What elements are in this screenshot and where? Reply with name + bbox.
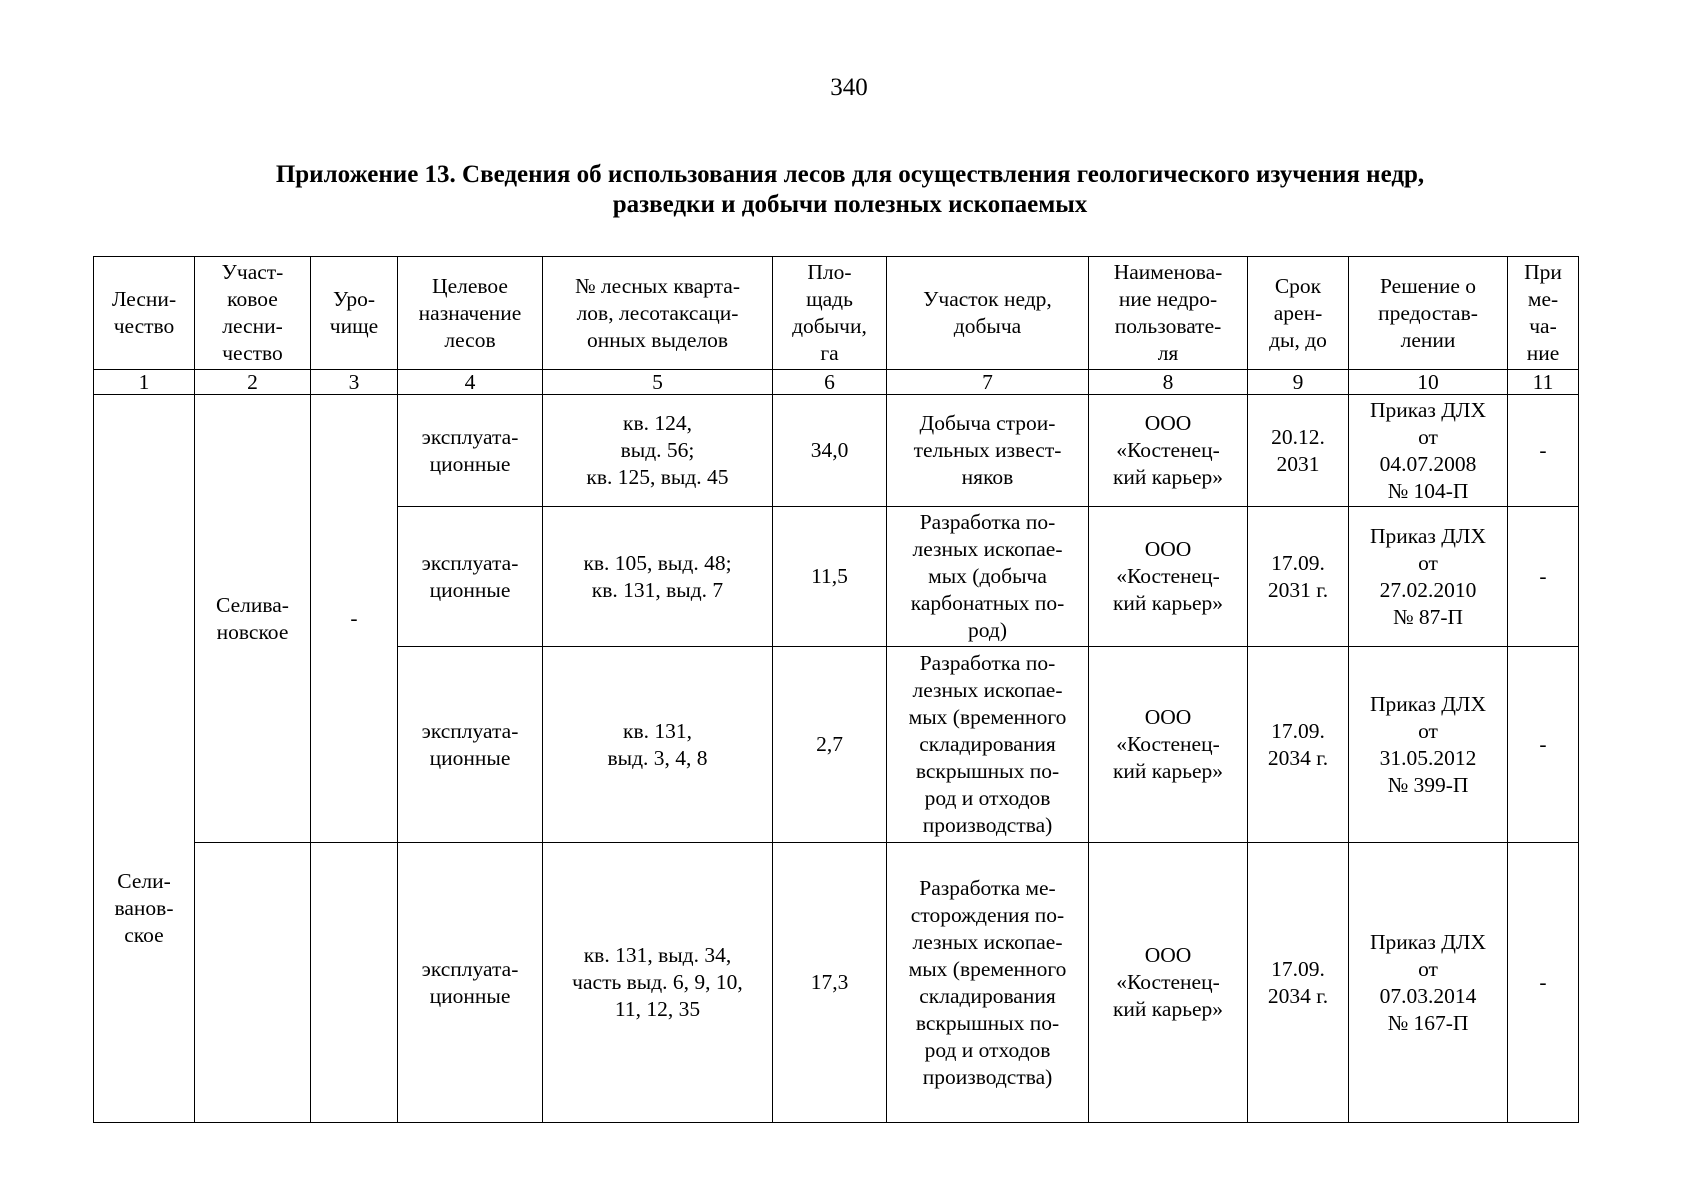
cell-line: Сели- [117,869,171,893]
cell-line: Целевое [432,273,508,298]
cell-line: Разработка по- [919,651,1056,675]
subsoil-user-cell [1089,507,1248,647]
header-cell [543,257,773,370]
note-cell: - [1508,647,1579,843]
cell-line: 17.09. [1271,718,1325,743]
header-cell [311,257,398,370]
cell-line: лесни- [222,314,283,338]
cell-line: ООО [1144,537,1192,561]
forestry-cell [94,395,195,1123]
cell-line: 27.02.2010 [1379,577,1477,602]
column-number: 3 [311,370,398,395]
cell-line: При [1524,260,1562,284]
column-number: 11 [1508,370,1579,395]
subsoil-site-cell [887,507,1089,647]
column-number: 1 [94,370,195,395]
lease-term-cell [1248,507,1349,647]
cell-line: назначение [418,300,522,325]
cell-line: лесов [444,327,496,352]
subsoil-user-cell [1089,395,1248,507]
cell-line: эксплуата- [421,424,519,449]
cell-line: добычи, [792,314,867,338]
cell-line: Приказ ДЛХ [1369,397,1487,422]
cell-line: 2031 [1276,451,1320,476]
cell-line: 11, 12, 35 [614,997,701,1021]
cell-line: выд. 56; [620,438,695,462]
header-cell [887,257,1089,370]
cell-line: производства) [922,1064,1053,1089]
cell-line: кв. 124, [623,411,692,435]
cell-line: кий карьер» [1112,591,1224,615]
decision-cell [1349,507,1508,647]
header-cell [1248,257,1349,370]
cell-line: онных выделов [586,327,729,352]
area-cell: 11,5 [773,507,887,647]
cell-line: 31.05.2012 [1379,745,1477,770]
cell-line: ское [124,923,164,947]
quarters-cell [543,395,773,507]
column-number: 5 [543,370,773,395]
cell-line: ние недро- [1118,287,1218,311]
cell-line: Приказ ДЛХ [1369,523,1487,548]
cell-line: добыча [953,314,1022,338]
cell-line: Участ- [221,260,284,284]
cell-line: чище [329,314,379,338]
cell-line: производства) [922,813,1053,837]
cell-line: эксплуата- [421,718,519,743]
note-cell: - [1508,395,1579,507]
cell-line: ча- [1529,314,1557,338]
header-row [94,257,1579,370]
lease-term-cell [1248,843,1349,1123]
cell-line: арен- [1273,300,1323,325]
header-cell [94,257,195,370]
cell-line: складирования [919,732,1056,756]
cell-line: ООО [1144,411,1192,435]
cell-line: Добыча строи- [919,411,1056,435]
cell-line: Разработка по- [919,510,1056,534]
cell-line: щадь [806,287,853,311]
cell-line: Лесни- [111,287,177,311]
cell-line: лезных ископае- [912,929,1063,954]
cell-line: вскрышных по- [915,759,1060,783]
cell-line: чество [222,341,283,365]
cell-line: кв. 125, выд. 45 [586,465,729,489]
header-cell [1349,257,1508,370]
cell-line: 17.09. [1271,550,1325,575]
subsoil-site-cell [887,843,1089,1123]
note-cell: - [1508,507,1579,647]
purpose-cell [398,507,543,647]
cell-line: Приказ ДЛХ [1369,929,1487,954]
quarters-cell [543,507,773,647]
column-number: 4 [398,370,543,395]
cell-line: карбонатных по- [910,591,1065,615]
area-cell: 2,7 [773,647,887,843]
district-forestry-cell-empty [195,843,311,1123]
cell-line: 2031 г. [1267,577,1329,602]
cell-line: мых (временного [908,956,1067,981]
lease-term-cell [1248,395,1349,507]
title-line-2: разведки и добычи полезных ископаемых [612,191,1088,218]
cell-line: № 87-П [1392,604,1464,629]
cell-line: ковое [227,287,278,311]
cell-line: вскрышных по- [915,1010,1060,1035]
cell-line: род) [968,618,1007,642]
cell-line: «Костенец- [1116,970,1220,994]
header-cell [1508,257,1579,370]
cell-line: тельных извест- [913,438,1062,462]
column-number: 2 [195,370,311,395]
cell-line: эксплуата- [421,956,519,981]
page-title [140,160,1560,220]
cell-line: № лесных кварта- [575,273,740,298]
cell-line: Наименова- [1113,260,1223,284]
header-cell [195,257,311,370]
cell-line: мых (временного [908,705,1067,729]
cell-line: лении [1400,327,1456,352]
tract-cell: - [311,395,398,843]
purpose-cell [398,647,543,843]
quarters-cell [543,843,773,1123]
tract-cell-empty [311,843,398,1123]
quarters-cell [543,647,773,843]
subsoil-site-cell [887,647,1089,843]
cell-line: № 104-П [1387,478,1469,503]
column-number: 7 [887,370,1089,395]
cell-line: «Костенец- [1116,438,1220,462]
cell-line: род и отходов [924,786,1051,810]
cell-line: Срок [1274,273,1322,298]
header-cell [398,257,543,370]
cell-line: Селива- [216,592,289,617]
table-row [94,395,1579,507]
cell-line: предостав- [1378,300,1478,325]
cell-line: 2034 г. [1267,983,1329,1008]
cell-line: 04.07.2008 [1379,451,1477,476]
cell-line: лезных ископае- [912,678,1063,702]
cell-line: лезных ископае- [912,537,1063,561]
decision-cell [1349,395,1508,507]
cell-line: от [1418,424,1438,449]
cell-line: Пло- [807,260,852,284]
cell-line: пользовате- [1114,314,1222,338]
header-cell [773,257,887,370]
page-number: 340 [830,74,868,101]
district-forestry-cell [195,395,311,843]
cell-line: ООО [1144,943,1192,967]
cell-line: лов, лесотаксаци- [576,300,739,325]
cell-line: кий карьер» [1112,759,1224,783]
cell-line: ние [1526,341,1560,365]
cell-line: кв. 131, выд. 7 [591,577,724,602]
subsoil-user-cell [1089,843,1248,1123]
cell-line: ля [1157,341,1179,365]
column-number: 8 [1089,370,1248,395]
subsoil-user-cell [1089,647,1248,843]
cell-line: ванов- [114,896,174,920]
column-number: 6 [773,370,887,395]
cell-line: га [820,341,839,365]
cell-line: новское [216,619,289,644]
forest-use-table [93,256,1579,1123]
cell-line: кв. 105, выд. 48; [583,550,732,575]
cell-line: Разработка ме- [919,875,1056,900]
cell-line: род и отходов [924,1037,1051,1062]
cell-line: от [1418,550,1438,575]
cell-line: ООО [1144,705,1192,729]
cell-line: ды, до [1269,327,1327,352]
note-cell: - [1508,843,1579,1123]
cell-line: кв. 131, выд. 34, [583,943,732,967]
table-row [94,843,1579,1123]
cell-line: Решение о [1380,273,1476,298]
cell-line: мых (добыча [928,564,1047,588]
area-cell: 17,3 [773,843,887,1123]
subsoil-site-cell [887,395,1089,507]
column-number: 9 [1248,370,1349,395]
cell-line: кв. 131, [623,718,692,743]
cell-line: № 399-П [1387,772,1469,797]
lease-term-cell [1248,647,1349,843]
cell-line: «Костенец- [1116,564,1220,588]
decision-cell [1349,647,1508,843]
cell-line: ционные [429,451,511,476]
decision-cell [1349,843,1508,1123]
cell-line: Приказ ДЛХ [1369,691,1487,716]
cell-line: складирования [919,983,1056,1008]
title-line-1: Приложение 13. Сведения об использования лесов для осуществления геологического изучения недр, [275,161,1425,188]
cell-line: 07.03.2014 [1379,983,1477,1008]
cell-line: кий карьер» [1112,465,1224,489]
cell-line: ционные [429,577,511,602]
cell-line: «Костенец- [1116,732,1220,756]
cell-line: сторождения по- [910,902,1065,927]
cell-line: № 167-П [1387,1010,1469,1035]
cell-line: от [1418,718,1438,743]
cell-line: от [1418,956,1438,981]
cell-line: Участок недр, [923,287,1052,311]
cell-line: кий карьер» [1112,997,1224,1021]
column-number-row [94,370,1579,395]
cell-line: Уро- [333,287,375,311]
cell-line: чество [113,314,175,338]
column-number: 10 [1349,370,1508,395]
cell-line: ционные [429,983,511,1008]
purpose-cell [398,395,543,507]
cell-line: няков [961,465,1014,489]
area-cell: 34,0 [773,395,887,507]
header-cell [1089,257,1248,370]
cell-line: 20.12. [1271,424,1325,449]
cell-line: 2034 г. [1267,745,1329,770]
cell-line: ционные [429,745,511,770]
cell-line: 17.09. [1271,956,1325,981]
cell-line: эксплуата- [421,550,519,575]
cell-line: выд. 3, 4, 8 [607,745,708,770]
cell-line: ме- [1527,287,1559,311]
cell-line: часть выд. 6, 9, 10, [572,970,743,994]
purpose-cell [398,843,543,1123]
